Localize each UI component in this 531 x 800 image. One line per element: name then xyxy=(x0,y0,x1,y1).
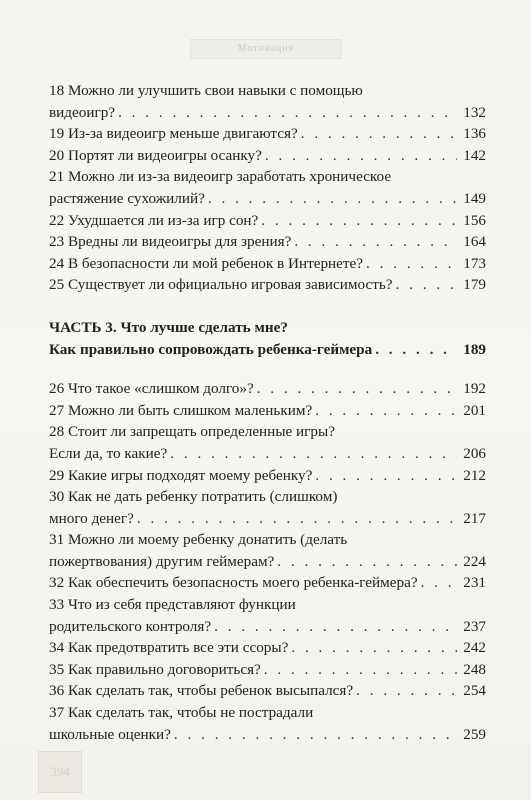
toc-entry-title: 36 Как сделать так, чтобы ребенок высыпался? xyxy=(49,682,354,700)
toc-page-number: 206 xyxy=(463,444,486,462)
toc-entry-title: 24 В безопасности ли мой ребенок в Интернете? xyxy=(49,254,364,272)
toc-entry-line xyxy=(49,702,486,724)
page-number: 394 xyxy=(38,751,82,793)
toc-entry-title: 33 Что из себя представляют функции xyxy=(49,596,296,614)
spacer xyxy=(49,360,486,378)
dot-leader xyxy=(264,659,457,681)
toc-entry-line xyxy=(49,616,486,638)
running-header: Мотивация xyxy=(190,39,342,59)
part-heading xyxy=(49,339,486,361)
toc-entry-title: 31 Можно ли моему ребенку донатить (делать xyxy=(49,531,348,549)
toc-entry-line xyxy=(49,637,486,659)
dot-leader xyxy=(277,551,457,573)
dot-leader xyxy=(315,400,457,422)
dot-leader xyxy=(170,443,457,465)
toc-page-number: 149 xyxy=(463,189,486,207)
toc-entry-title: 20 Портят ли видеоигры осанку? xyxy=(49,146,262,164)
dot-leader xyxy=(366,253,457,275)
toc-entry-title: 27 Можно ли быть слишком маленьким? xyxy=(49,401,313,419)
toc-page-number: 192 xyxy=(463,380,486,398)
toc-entry-line xyxy=(49,231,486,253)
toc-entry-title: 37 Как сделать так, чтобы не пострадали xyxy=(49,704,314,722)
toc-page-number: 231 xyxy=(463,574,486,592)
dot-leader xyxy=(294,231,457,253)
part-subtitle: Как правильно сопровождать ребенка-геймера xyxy=(49,340,373,358)
toc-page-number: 224 xyxy=(463,552,486,570)
toc-entry-title: Если да, то какие? xyxy=(49,444,168,462)
toc-page-number: 142 xyxy=(463,146,486,164)
toc-entry-title: 22 Ухудшается ли из-за игр сон? xyxy=(49,211,259,229)
dot-leader xyxy=(421,572,457,594)
toc-entry-title: родительского контроля? xyxy=(49,617,212,635)
dot-leader xyxy=(396,274,457,296)
toc-entry-title: 30 Как не дать ребенку потратить (слишком) xyxy=(49,488,338,506)
toc-entry-line xyxy=(49,253,486,275)
toc-entry-title: 29 Какие игры подходят моему ребенку? xyxy=(49,466,313,484)
dot-leader xyxy=(301,123,457,145)
toc-entry-title: пожертвования) другим геймерам? xyxy=(49,552,275,570)
toc-page-number: 212 xyxy=(463,466,486,484)
dot-leader xyxy=(356,680,457,702)
dot-leader xyxy=(261,210,457,232)
toc-entry-title: 35 Как правильно договориться? xyxy=(49,660,261,678)
part-title: ЧАСТЬ 3. Что лучше сделать мне? xyxy=(49,318,288,336)
toc-entry-line xyxy=(49,529,486,551)
toc-entry-line xyxy=(49,145,486,167)
toc-entry-line xyxy=(49,274,486,296)
toc-page-number: 189 xyxy=(463,340,486,358)
dot-leader xyxy=(315,465,457,487)
toc-entry-title: много денег? xyxy=(49,509,134,527)
toc-entry-title: 26 Что такое «слишком долго»? xyxy=(49,380,254,398)
toc-entry-line xyxy=(49,572,486,594)
toc-entry-line xyxy=(49,166,486,188)
dot-leader xyxy=(265,145,457,167)
toc-entry-title: 34 Как предотвратить все эти ссоры? xyxy=(49,639,289,657)
toc-page-number: 156 xyxy=(463,211,486,229)
toc-page-number: 164 xyxy=(463,233,486,251)
toc-entry-title: 28 Стоит ли запрещать определенные игры? xyxy=(49,423,335,441)
dot-leader xyxy=(208,188,457,210)
table-of-contents xyxy=(49,80,486,745)
toc-page-number: 136 xyxy=(463,125,486,143)
toc-entry-title: 18 Можно ли улучшить свои навыки с помощью xyxy=(49,82,363,99)
toc-entry-title: школьные оценки? xyxy=(49,725,171,743)
toc-entry-title: 32 Как обеспечить безопасность моего ребенка-геймера? xyxy=(49,574,418,592)
toc-page-number: 242 xyxy=(463,639,486,657)
dot-leader xyxy=(375,339,457,361)
toc-page-number: 173 xyxy=(463,254,486,272)
toc-entry-line xyxy=(49,400,486,422)
part-heading xyxy=(49,317,486,339)
toc-entry-line xyxy=(49,465,486,487)
toc-page-number: 132 xyxy=(463,103,486,121)
toc-entry-line xyxy=(49,102,486,124)
toc-entry-line xyxy=(49,123,486,145)
toc-page-number: 237 xyxy=(463,617,486,635)
toc-entry-line xyxy=(49,680,486,702)
toc-page-number: 259 xyxy=(463,725,486,743)
toc-entry-title: 25 Существует ли официально игровая зависимость? xyxy=(49,276,393,294)
toc-page-number: 254 xyxy=(463,682,486,700)
toc-entry-line xyxy=(49,594,486,616)
toc-entry-line xyxy=(49,378,486,400)
dot-leader xyxy=(118,102,457,124)
dot-leader xyxy=(257,378,457,400)
toc-entry-line xyxy=(49,508,486,530)
toc-entry-line xyxy=(49,80,486,102)
toc-entry-title: видеоигр? xyxy=(49,103,116,121)
toc-page-number: 248 xyxy=(463,660,486,678)
toc-entry-line xyxy=(49,551,486,573)
toc-page-number: 179 xyxy=(463,276,486,294)
toc-entry-line xyxy=(49,486,486,508)
toc-entry-line xyxy=(49,188,486,210)
toc-entry-line xyxy=(49,421,486,443)
dot-leader xyxy=(137,508,457,530)
toc-entry-line xyxy=(49,724,486,746)
toc-entry-line xyxy=(49,210,486,232)
toc-entry-line xyxy=(49,659,486,681)
toc-entry-line xyxy=(49,443,486,465)
toc-page-number: 201 xyxy=(463,401,486,419)
dot-leader xyxy=(214,616,457,638)
toc-entry-title: растяжение сухожилий? xyxy=(49,189,205,207)
toc-entry-title: 23 Вредны ли видеоигры для зрения? xyxy=(49,233,292,251)
dot-leader xyxy=(291,637,457,659)
toc-entry-title: 19 Из-за видеоигр меньше двигаются? xyxy=(49,125,298,143)
dot-leader xyxy=(174,724,457,746)
toc-page-number: 217 xyxy=(463,509,486,527)
toc-entry-title: 21 Можно ли из-за видеоигр заработать хроническое xyxy=(49,168,392,186)
